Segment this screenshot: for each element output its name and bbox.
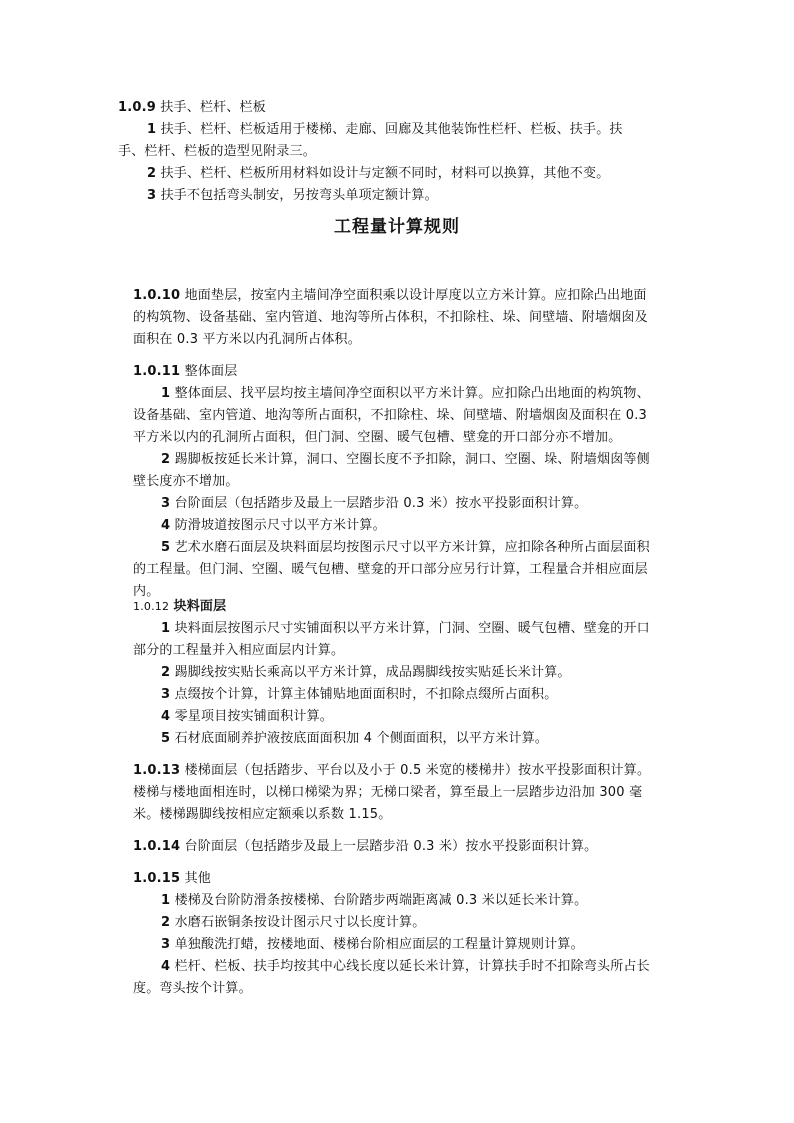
paragraph-line xyxy=(161,619,650,639)
paragraph-line xyxy=(147,186,438,206)
item-number: 2 xyxy=(161,915,171,930)
paragraph-line: 米。楼梯踢脚线按相应定额乘以系数 1.15。 xyxy=(133,807,392,822)
paragraph-line: 设备基础、室内管道、地沟等所占面积，不扣除柱、垛、间壁墙、附墙烟囱及面积在 0.3 xyxy=(133,408,648,423)
section-1-0-9-heading xyxy=(118,98,266,118)
paragraph-line: 手、栏杆、栏板的造型见附录三。 xyxy=(118,144,317,159)
item-text: 楼梯及台阶防滑条按楼梯、台阶踏步两端距离减 0.3 米以延长米计算。 xyxy=(174,893,588,908)
paragraph-line: 的构筑物、设备基础、室内管道、地沟等所占体积，不扣除柱、垛、间壁墙、附墙烟囱及 xyxy=(133,310,648,325)
section-number: 1.0.14 xyxy=(133,839,181,854)
item-text: 栏杆、栏板、扶手均按其中心线长度以延长米计算，计算扶手时不扣除弯头所占长 xyxy=(174,959,650,974)
section-title: 扶手、栏杆、栏板 xyxy=(160,100,266,115)
item-number: 1 xyxy=(161,621,171,636)
paragraph-line xyxy=(147,164,609,184)
paragraph-line xyxy=(161,538,650,558)
paragraph-line xyxy=(133,286,647,306)
item-number: 3 xyxy=(161,496,171,511)
section-1-0-12-heading xyxy=(133,597,226,617)
section-text: 地面垫层，按室内主墙间净空面积乘以设计厚度以立方米计算。应扣除凸出地面 xyxy=(184,288,647,303)
paragraph-line: 度。弯头按个计算。 xyxy=(133,981,252,996)
item-number: 2 xyxy=(161,452,171,467)
item-number: 3 xyxy=(161,687,171,702)
paragraph-line xyxy=(161,913,425,933)
item-number: 2 xyxy=(161,665,171,680)
item-text: 艺术水磨石面层及块料面层均按图示尺寸以平方米计算，应扣除各种所占面层面积 xyxy=(174,540,650,555)
paragraph-line xyxy=(133,761,650,781)
paragraph-line xyxy=(161,384,650,404)
section-number: 1.0.13 xyxy=(133,763,181,778)
paragraph-line xyxy=(161,707,333,727)
item-text: 石材底面刷养护液按底面面积加 4 个侧面面积，以平方米计算。 xyxy=(174,731,549,746)
paragraph-line: 的工程量。但门洞、空圈、暖气包槽、壁龛的开口部分应另行计算，工程量合并相应面层 xyxy=(133,562,648,577)
item-text: 踢脚板按延长米计算，洞口、空圈长度不予扣除，洞口、空圈、垛、附墙烟囱等侧 xyxy=(174,452,650,467)
item-text: 扶手、栏杆、栏板所用材料如设计与定额不同时，材料可以换算，其他不变。 xyxy=(160,166,610,181)
paragraph-line xyxy=(161,494,587,514)
item-number: 4 xyxy=(161,959,171,974)
paragraph-line xyxy=(161,516,386,536)
item-text: 点缀按个计算，计算主体铺贴地面面积时，不扣除点缀所占面积。 xyxy=(174,687,558,702)
paragraph-line xyxy=(161,891,587,911)
paragraph-line: 部分的工程量并入相应面层内计算。 xyxy=(133,643,345,658)
paragraph-line: 楼梯与楼地面相连时，以梯口梯梁为界；无梯口梁者，算至最上一层踏步边沿加 300 毫 xyxy=(133,785,643,800)
paragraph-line: 面积在 0.3 平方米以内孔洞所占体积。 xyxy=(133,332,361,347)
paragraph-line xyxy=(161,957,650,977)
item-number: 1 xyxy=(147,122,157,137)
page-title: 工程量计算规则 xyxy=(334,217,460,237)
paragraph-line: 壁长度亦不增加。 xyxy=(133,474,239,489)
item-text: 单独酸洗打蜡，按楼地面、楼梯台阶相应面层的工程量计算规则计算。 xyxy=(174,937,584,952)
paragraph-line: 平方米以内的孔洞所占面积，但门洞、空圈、暖气包槽、壁龛的开口部分亦不增加。 xyxy=(133,430,622,445)
section-number: 1.0.12 xyxy=(133,600,170,613)
section-number: 1.0.15 xyxy=(133,871,181,886)
paragraph-line xyxy=(161,729,548,749)
section-title: 块料面层 xyxy=(173,599,227,614)
paragraph-line: 内。 xyxy=(133,584,160,599)
item-text: 台阶面层（包括踏步及最上一层踏步沿 0.3 米）按水平投影面积计算。 xyxy=(174,496,588,511)
item-text: 整体面层、找平层均按主墙间净空面积以平方米计算。应扣除凸出地面的构筑物、 xyxy=(174,386,650,401)
section-title: 整体面层 xyxy=(184,364,238,379)
paragraph-line xyxy=(147,120,623,140)
item-text: 水磨石嵌铜条按设计图示尺寸以长度计算。 xyxy=(174,915,426,930)
item-number: 2 xyxy=(147,166,157,181)
paragraph-line xyxy=(161,935,584,955)
section-number: 1.0.11 xyxy=(133,364,181,379)
section-number: 1.0.9 xyxy=(118,100,157,115)
item-number: 3 xyxy=(147,188,157,203)
section-1-0-11-heading xyxy=(133,362,237,382)
item-text: 扶手不包括弯头制安，另按弯头单项定额计算。 xyxy=(160,188,438,203)
section-number: 1.0.10 xyxy=(133,288,181,303)
item-number: 5 xyxy=(161,731,171,746)
item-number: 4 xyxy=(161,518,171,533)
item-number: 3 xyxy=(161,937,171,952)
item-text: 踢脚线按实贴长乘高以平方米计算，成品踢脚线按实贴延长米计算。 xyxy=(174,665,571,680)
section-1-0-15-heading xyxy=(133,869,211,889)
item-number: 1 xyxy=(161,386,171,401)
item-number: 1 xyxy=(161,893,171,908)
section-text: 楼梯面层（包括踏步、平台以及小于 0.5 米宽的楼梯井）按水平投影面积计算。 xyxy=(184,763,651,778)
item-text: 防滑坡道按图示尺寸以平方米计算。 xyxy=(174,518,386,533)
paragraph-line xyxy=(161,450,650,470)
section-text: 台阶面层（包括踏步及最上一层踏步沿 0.3 米）按水平投影面积计算。 xyxy=(184,839,598,854)
paragraph-line xyxy=(133,837,597,857)
item-number: 5 xyxy=(161,540,171,555)
item-number: 4 xyxy=(161,709,171,724)
item-text: 零星项目按实铺面积计算。 xyxy=(174,709,333,724)
item-text: 扶手、栏杆、栏板适用于楼梯、走廊、回廊及其他装饰性栏杆、栏板、扶手。扶 xyxy=(160,122,623,137)
paragraph-line xyxy=(161,663,571,683)
item-text: 块料面层按图示尺寸实铺面积以平方米计算，门洞、空圈、暖气包槽、壁龛的开口 xyxy=(174,621,650,636)
section-title: 其他 xyxy=(184,871,212,886)
paragraph-line xyxy=(161,685,557,705)
